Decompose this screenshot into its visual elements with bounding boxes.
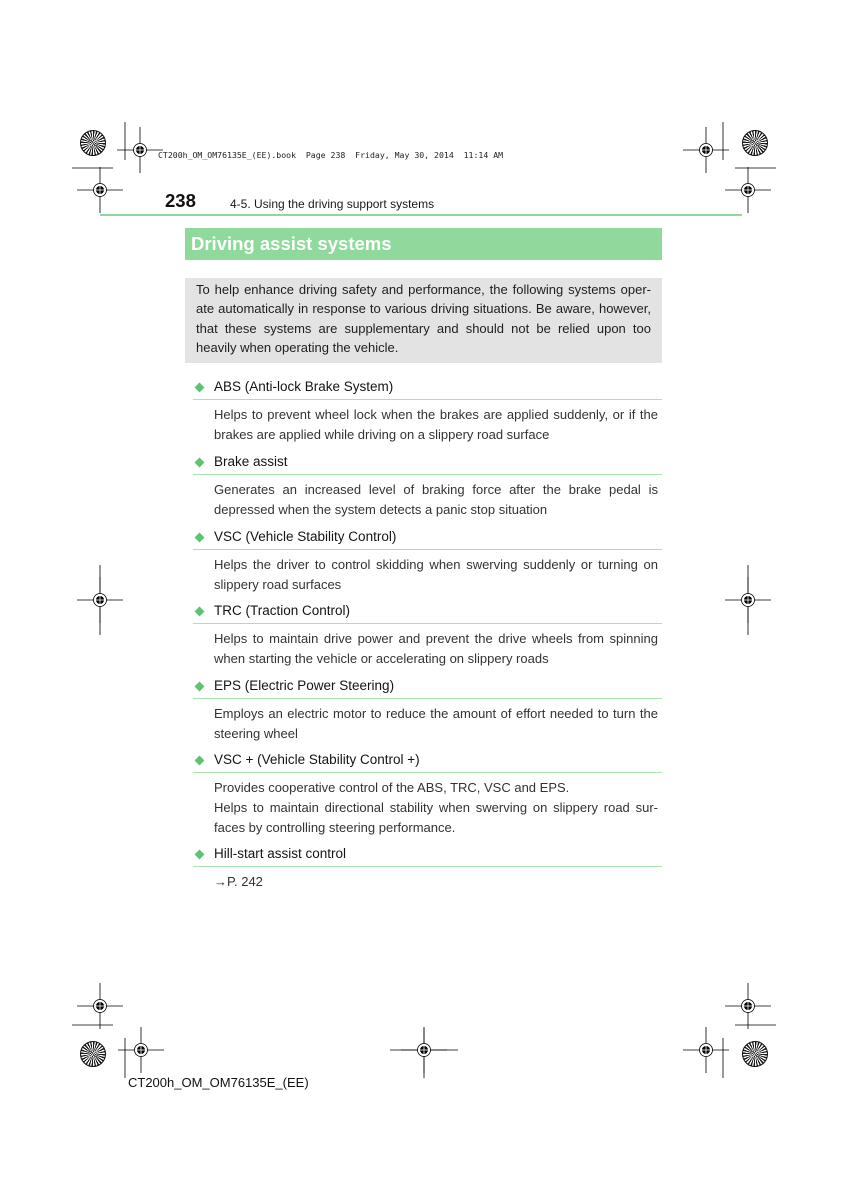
registration-mark-icon <box>117 127 163 173</box>
diamond-icon <box>194 681 204 691</box>
description-line: depressed when the system detects a panic stop situation <box>214 502 548 517</box>
description-line: Helps to prevent wheel lock when the brakes are applied suddenly, or if the <box>214 407 658 422</box>
description-line: Provides cooperative control of the ABS, TRC, VSC and EPS. <box>214 780 570 795</box>
feature-heading: VSC (Vehicle Stability Control) <box>214 529 397 544</box>
heading-underline <box>193 623 662 624</box>
registration-mark-icon <box>725 577 771 623</box>
diamond-icon <box>194 755 204 765</box>
registration-mark-icon <box>683 1027 729 1073</box>
description-line: Helps to maintain directional stability when swerving on slippery road sur- <box>214 800 658 815</box>
registration-mark-icon <box>725 167 771 213</box>
star-target-icon <box>742 1041 768 1067</box>
feature-heading: Brake assist <box>214 454 288 469</box>
description-line: when starting the vehicle or accelerating on slippery roads <box>214 651 549 666</box>
intro-box <box>185 278 662 363</box>
intro-text <box>196 280 651 358</box>
feature-heading: ABS (Anti-lock Brake System) <box>214 379 394 394</box>
description-line: Helps the driver to control skidding when swerving suddenly or turning on <box>214 557 658 572</box>
registration-mark-icon <box>683 127 729 173</box>
feature-description <box>214 555 658 595</box>
description-line: slippery road surfaces <box>214 577 342 592</box>
footer-code: CT200h_OM_OM76135E_(EE) <box>128 1075 309 1090</box>
feature-description <box>214 872 658 892</box>
description-line: Helps to maintain drive power and prevent the drive wheels from spinning <box>214 631 658 646</box>
diamond-icon <box>194 457 204 467</box>
registration-mark-icon <box>77 167 123 213</box>
description-line: Generates an increased level of braking force after the brake pedal is <box>214 482 658 497</box>
diamond-icon <box>194 849 204 859</box>
description-line: brakes are applied while driving on a slippery road surface <box>214 427 550 442</box>
star-target-icon <box>80 130 106 156</box>
page-title: Driving assist systems <box>191 233 392 254</box>
description-line: faces by controlling steering performance. <box>214 820 456 835</box>
star-target-icon <box>80 1041 106 1067</box>
print-info: CT200h_OM_OM76135E_(EE).book Page 238 Friday, May 30, 2014 11:14 AM <box>158 150 504 160</box>
feature-heading: EPS (Electric Power Steering) <box>214 678 395 693</box>
feature-heading: Hill-start assist control <box>214 846 347 861</box>
diamond-icon <box>194 532 204 542</box>
heading-underline <box>193 866 662 867</box>
feature-description <box>214 405 658 445</box>
registration-mark-icon <box>401 1027 447 1073</box>
feature-description <box>214 778 658 838</box>
intro-line: heavily when operating the vehicle. <box>196 340 399 356</box>
header-rule <box>100 214 742 216</box>
description-line: Employs an electric motor to reduce the amount of effort needed to turn the <box>214 706 658 721</box>
intro-line: that these systems are supplementary and should not be relied upon too <box>196 320 651 336</box>
diamond-icon <box>194 606 204 616</box>
description-line: steering wheel <box>214 726 298 741</box>
registration-mark-icon <box>77 577 123 623</box>
feature-description <box>214 629 658 669</box>
section-breadcrumb: 4-5. Using the driving support systems <box>230 197 435 211</box>
title-bar <box>185 228 662 260</box>
heading-underline <box>193 474 662 475</box>
heading-underline <box>193 549 662 550</box>
heading-underline <box>193 772 662 773</box>
intro-line: To help enhance driving safety and performance, the following systems oper- <box>196 282 651 297</box>
page-reference: →P. 242 <box>214 874 263 889</box>
feature-heading: VSC + (Vehicle Stability Control +) <box>214 752 420 767</box>
heading-underline <box>193 399 662 400</box>
star-target-icon <box>742 130 768 156</box>
feature-description <box>214 704 658 744</box>
heading-underline <box>193 698 662 699</box>
diamond-icon <box>194 382 204 392</box>
feature-heading: TRC (Traction Control) <box>214 603 351 618</box>
registration-mark-icon <box>725 983 771 1029</box>
feature-description <box>214 480 658 520</box>
registration-mark-icon <box>77 983 123 1029</box>
feature-section <box>193 750 662 840</box>
page-number: 238 <box>165 190 196 211</box>
feature-section <box>193 844 662 934</box>
intro-line: ate automatically in response to various driving situations. Be aware, however, <box>196 301 651 317</box>
